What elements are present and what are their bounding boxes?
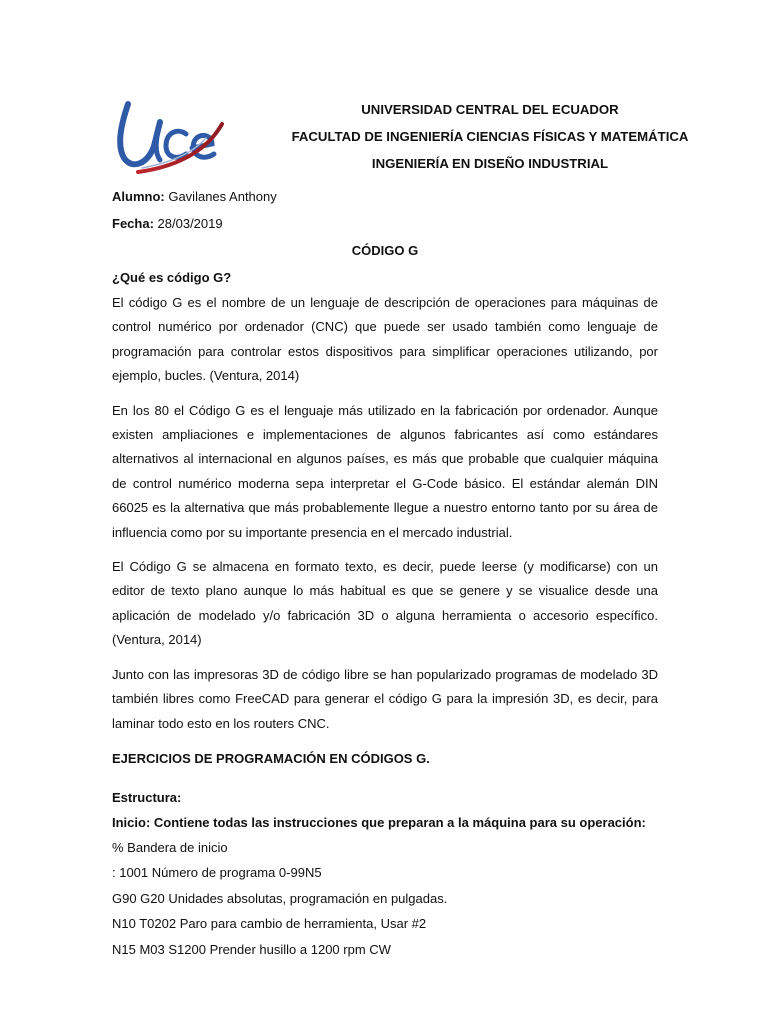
date-label: Fecha:	[112, 216, 154, 231]
career-name: INGENIERÍA EN DISEÑO INDUSTRIAL	[371, 156, 609, 171]
date-line	[112, 210, 658, 237]
faculty-name: FACULTAD DE INGENIERÍA CIENCIAS FÍSICAS Y MATEMÁTICA	[291, 129, 689, 144]
paragraph: El código G es el nombre de un lenguaje de descripción de operaciones para máquinas de control numérico por ordenador (CNC) que puede ser usado también como lenguaje de programación para controlar estos dispositivos para simplificar operaciones utilizando, por ejemplo, bucles. (Ventura, 2014)	[112, 295, 658, 384]
student-value: Gavilanes Anthony	[168, 189, 277, 204]
date-value: 28/03/2019	[157, 216, 223, 231]
document-body	[112, 183, 658, 962]
document-title: CÓDIGO G	[351, 243, 419, 258]
start-heading: Inicio: Contiene todas las instrucciones que preparan a la máquina para su operación:	[112, 814, 646, 830]
code-line: N15 M03 S1200 Prender husillo a 1200 rpm CW	[112, 941, 391, 957]
student-label: Alumno:	[112, 189, 165, 204]
structure-label: Estructura:	[112, 789, 182, 805]
code-line: % Bandera de inicio	[112, 839, 228, 855]
university-name: UNIVERSIDAD CENTRAL DEL ECUADOR	[361, 102, 619, 117]
code-line: G90 G20 Unidades absolutas, programación en pulgadas.	[112, 890, 448, 906]
student-line	[112, 183, 658, 210]
paragraph: Junto con las impresoras 3D de código libre se han popularizado programas de modelado 3D también libres como FreeCAD para generar el código G para la impresión 3D, es decir, para laminar todo esto en los routers CNC.	[112, 666, 658, 731]
code-line: : 1001 Número de programa 0-99N5	[112, 865, 322, 881]
exercises-heading: EJERCICIOS DE PROGRAMACIÓN EN CÓDIGOS G.	[112, 750, 430, 766]
paragraph: El Código G se almacena en formato texto, es decir, puede leerse (y modificarse) con un editor de texto plano aunque lo más habitual es que se genere y se visualice desde una aplicación de modelado y/o fabricación 3D o alguna herramienta o accesorio específico. (Ventura, 2014)	[112, 559, 658, 648]
university-logo	[108, 94, 226, 176]
paragraph: En los 80 el Código G es el lenguaje más utilizado en la fabricación por ordenador. Aunque existen ampliaciones e implementaciones de algunos fabricantes así como estándares alternativos al internacional en algunos países, es más que probable que cualquier máquina de control numérico moderna sepa interpretar el G-Code básico. El estándar alemán DIN 66025 es la alternativa que más probablemente llegue a nuestro entorno tanto por su área de influencia como por su importante presencia en el mercado industrial.	[112, 402, 658, 540]
question-heading: ¿Qué es código G?	[112, 270, 232, 285]
code-line: N10 T0202 Paro para cambio de herramienta, Usar #2	[112, 916, 427, 932]
